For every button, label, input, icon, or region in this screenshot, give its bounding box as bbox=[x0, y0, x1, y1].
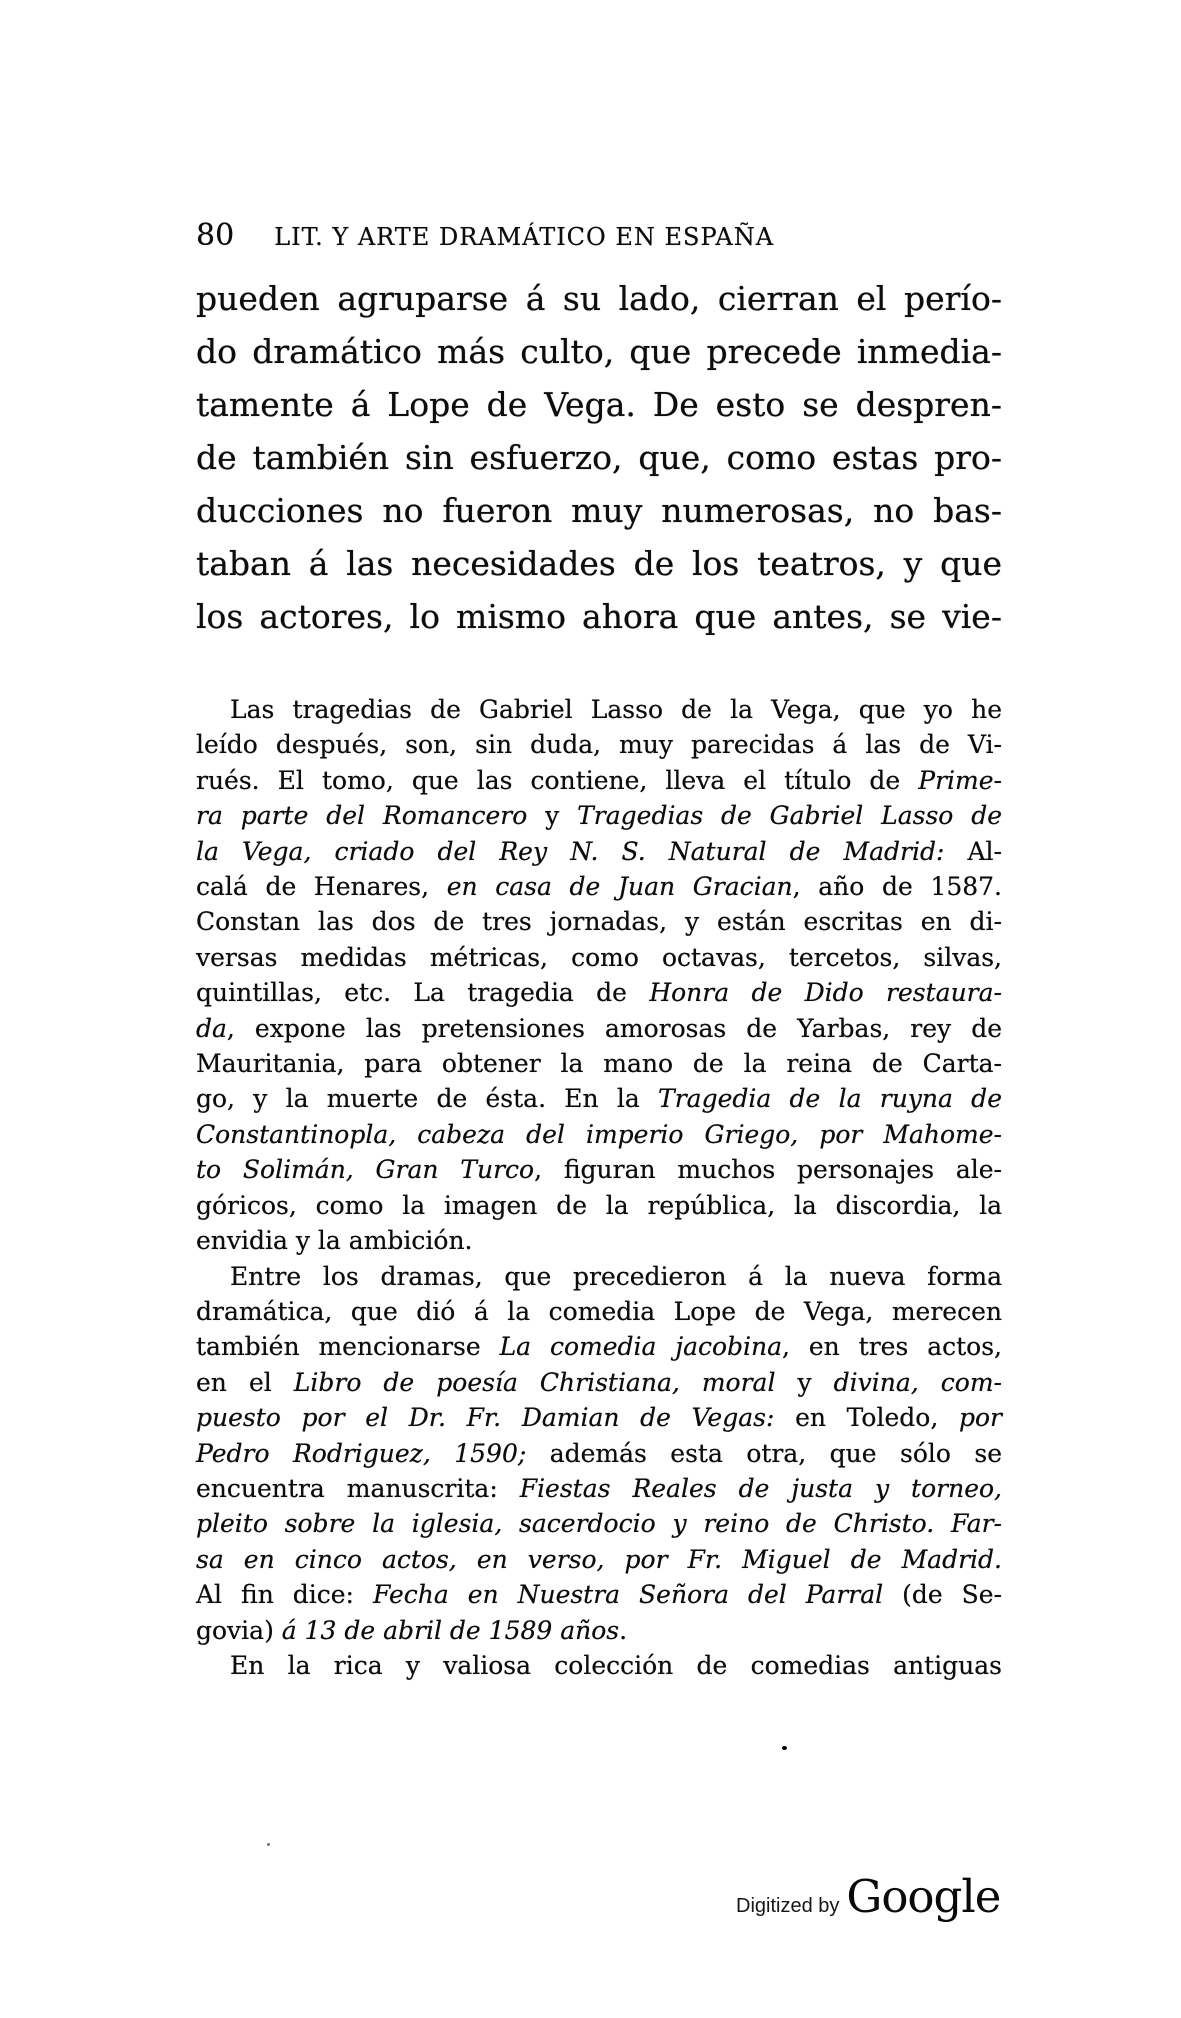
body-line: los actores, lo mismo ahora que antes, se vie- bbox=[196, 597, 1002, 636]
footnote-line: dramática, que dió á la comedia Lope de Vega, merecen bbox=[196, 1296, 1002, 1326]
footnote-line: envidia y la ambición. bbox=[196, 1226, 473, 1256]
footnote-line: En la rica y valiosa colección de comedias antiguas bbox=[230, 1650, 1002, 1680]
footnote-line: encuentra manuscrita: Fiestas Reales de justa y torneo, bbox=[196, 1473, 1002, 1503]
footnote-line: Entre los dramas, que precedieron á la nueva forma bbox=[230, 1261, 1002, 1291]
footnote-line: en el Libro de poesía Christiana, moral y divina, com- bbox=[196, 1367, 1002, 1397]
body-line: ducciones no fueron muy numerosas, no bas- bbox=[196, 491, 1002, 530]
main-text-block bbox=[196, 272, 1002, 643]
footnote-line: calá de Henares, en casa de Juan Gracian, año de 1587. bbox=[196, 872, 1002, 902]
footnote-line: Constan las dos de tres jornadas, y están escritas en di- bbox=[196, 907, 1002, 937]
running-header bbox=[196, 218, 1002, 253]
running-title: LIT. Y ARTE DRAMÁTICO EN ESPAÑA bbox=[274, 223, 775, 251]
digitized-by-label: Digitized by bbox=[736, 1895, 840, 1917]
google-logo: Google bbox=[846, 1870, 1001, 1923]
footnote-line: Mauritania, para obtener la mano de la reina de Carta- bbox=[196, 1049, 1002, 1079]
footnote-line: go, y la muerte de ésta. En la Tragedia de la ruyna de bbox=[196, 1084, 1002, 1114]
scan-speck bbox=[782, 1746, 787, 1750]
footnote-line: Constantinopla, cabeza del imperio Griego, por Mahome- bbox=[196, 1119, 1002, 1149]
body-line: tamente á Lope de Vega. De esto se despren- bbox=[196, 385, 1002, 424]
footnote-line: puesto por el Dr. Fr. Damian de Vegas: en Toledo, por bbox=[196, 1403, 1002, 1433]
page-number: 80 bbox=[196, 218, 235, 253]
footnote-block bbox=[196, 692, 1002, 1683]
footnote-line: quintillas, etc. La tragedia de Honra de Dido restaura- bbox=[196, 978, 1002, 1008]
footnote-line: pleito sobre la iglesia, sacerdocio y reino de Christo. Far- bbox=[196, 1509, 1002, 1539]
footnote-line: también mencionarse La comedia jacobina, en tres actos, bbox=[196, 1332, 1002, 1362]
footnote-line: sa en cinco actos, en verso, por Fr. Miguel de Madrid. bbox=[196, 1544, 1002, 1574]
footnote-line: rués. El tomo, que las contiene, lleva el título de Prime- bbox=[196, 765, 1002, 795]
body-line: do dramático más culto, que precede inmedia- bbox=[196, 332, 1002, 371]
footnote-line: da, expone las pretensiones amorosas de Yarbas, rey de bbox=[196, 1013, 1002, 1043]
footnote-line: Las tragedias de Gabriel Lasso de la Vega, que yo he bbox=[230, 695, 1002, 724]
footnote-line: Al fin dice: Fecha en Nuestra Señora del Parral (de Se- bbox=[196, 1580, 1003, 1610]
footnote-line: versas medidas métricas, como octavas, tercetos, silvas, bbox=[196, 942, 1002, 972]
footnote-line: góricos, como la imagen de la república, la discordia, la bbox=[196, 1190, 1002, 1220]
footnote-line: Pedro Rodriguez, 1590; además esta otra, que sólo se bbox=[196, 1438, 1002, 1468]
footnote-line: govia) á 13 de abril de 1589 años. bbox=[196, 1615, 628, 1645]
scan-speck bbox=[267, 1843, 270, 1846]
body-line: pueden agruparse á su lado, cierran el perío- bbox=[196, 279, 1002, 318]
footnote-line: to Solimán, Gran Turco, figuran muchos personajes ale- bbox=[196, 1155, 1002, 1185]
footnote-line: leído después, son, sin duda, muy parecidas á las de Vi- bbox=[196, 730, 1002, 760]
body-line: de también sin esfuerzo, que, como estas pro- bbox=[196, 438, 1002, 477]
body-line: taban á las necesidades de los teatros, y que bbox=[196, 544, 1002, 583]
footnote-line: la Vega, criado del Rey N. S. Natural de Madrid: Al- bbox=[196, 836, 1002, 866]
footnote-line: ra parte del Romancero y Tragedias de Gabriel Lasso de bbox=[196, 801, 1002, 831]
google-watermark bbox=[736, 1870, 1000, 1923]
